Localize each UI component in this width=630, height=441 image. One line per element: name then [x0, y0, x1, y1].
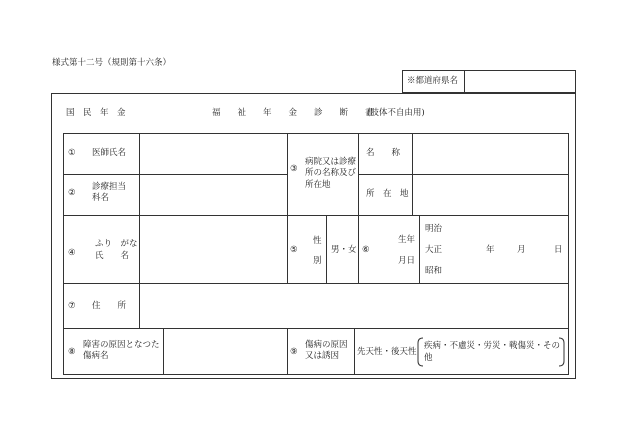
col-line-label-row4: [139, 283, 140, 328]
col-line-label-rows12: [139, 133, 140, 215]
col-line-hosp-value: [412, 133, 413, 215]
title-welfare-pension-certificate: 福 祉 年 金 診 断 書: [212, 108, 374, 118]
row-line-1-left: [63, 174, 287, 175]
prefecture-label: ※都道府県名: [407, 76, 459, 86]
cause-disease-input[interactable]: [165, 330, 285, 373]
row-line-4: [63, 328, 569, 329]
cause-reason-number: ⑨: [290, 347, 298, 357]
birth-label-top: 生年: [398, 235, 416, 245]
hospital-address-input[interactable]: [414, 176, 567, 213]
hospital-address-label: 所 在 地: [366, 189, 409, 199]
physician-number: ②: [68, 188, 76, 198]
doctor-name-input[interactable]: [141, 135, 285, 172]
col-line-cause-start: [287, 328, 288, 375]
cause-disease-number: ⑧: [68, 347, 76, 357]
col-line-hosp-label: [358, 133, 359, 215]
prefecture-input[interactable]: [466, 71, 574, 91]
sex-label-bottom: 別: [313, 256, 322, 266]
sex-options[interactable]: 男・女: [331, 245, 357, 255]
address-number: ⑦: [68, 301, 76, 311]
col-line-label-row5: [163, 328, 164, 375]
birth-number: ⑥: [362, 245, 370, 255]
col-line-mid-rows12: [287, 133, 288, 215]
cause-reason-options-right[interactable]: 疾病・不慮災・労災・戦傷災・その他: [424, 341, 561, 364]
birth-year-label: 年: [486, 245, 495, 255]
cause-reason-label: 傷病の原因又は誘因: [305, 340, 348, 362]
doctor-name-label: 医師氏名: [92, 148, 127, 158]
patient-name-number: ④: [68, 248, 76, 258]
cause-reason-options-left[interactable]: 先天性・後天性: [357, 347, 417, 357]
birth-label-bottom: 月日: [398, 256, 416, 266]
birth-day-label: 日: [554, 245, 563, 255]
row-line-1-right: [358, 174, 569, 175]
address-label: 住 所: [92, 301, 127, 311]
cause-bracket-left: [418, 338, 423, 366]
col-line-birth-start: [358, 215, 359, 283]
col-line-birth-label: [419, 215, 420, 283]
patient-name-label: 氏 名: [95, 251, 130, 261]
address-input[interactable]: [141, 285, 567, 326]
patient-name-input[interactable]: [141, 217, 285, 281]
hospital-name-input[interactable]: [414, 135, 567, 172]
birth-era-showa[interactable]: 昭和: [425, 266, 443, 276]
title-national-pension: 国 民 年 金: [66, 108, 126, 118]
birth-era-meiji[interactable]: 明治: [425, 224, 443, 234]
patient-furigana-label: ふり がな: [95, 239, 138, 249]
doctor-name-number: ①: [68, 148, 76, 158]
hospital-label: 病院又は診療所の名称及び所在地: [305, 157, 357, 190]
physician-input[interactable]: [141, 176, 285, 213]
col-line-label-row3: [139, 215, 140, 283]
col-line-cause-label: [354, 328, 355, 375]
sex-label-top: 性: [313, 236, 322, 246]
col-line-sex-start: [287, 215, 288, 283]
col-line-sex-label: [326, 215, 327, 283]
birth-era-taisho[interactable]: 大正: [425, 245, 443, 255]
birth-month-label: 月: [517, 245, 526, 255]
hospital-name-label: 名 称: [366, 148, 401, 158]
form-number: 様式第十二号（規則第十六条）: [52, 58, 172, 68]
prefecture-divider: [464, 70, 465, 93]
title-subtitle: (肢体不自由用): [367, 108, 425, 118]
sex-number: ⑤: [290, 245, 298, 255]
hospital-number: ③: [290, 164, 298, 174]
cause-disease-label: 障害の原因となつた傷病名: [83, 340, 160, 362]
physician-label: 診療担当科名: [92, 182, 127, 204]
